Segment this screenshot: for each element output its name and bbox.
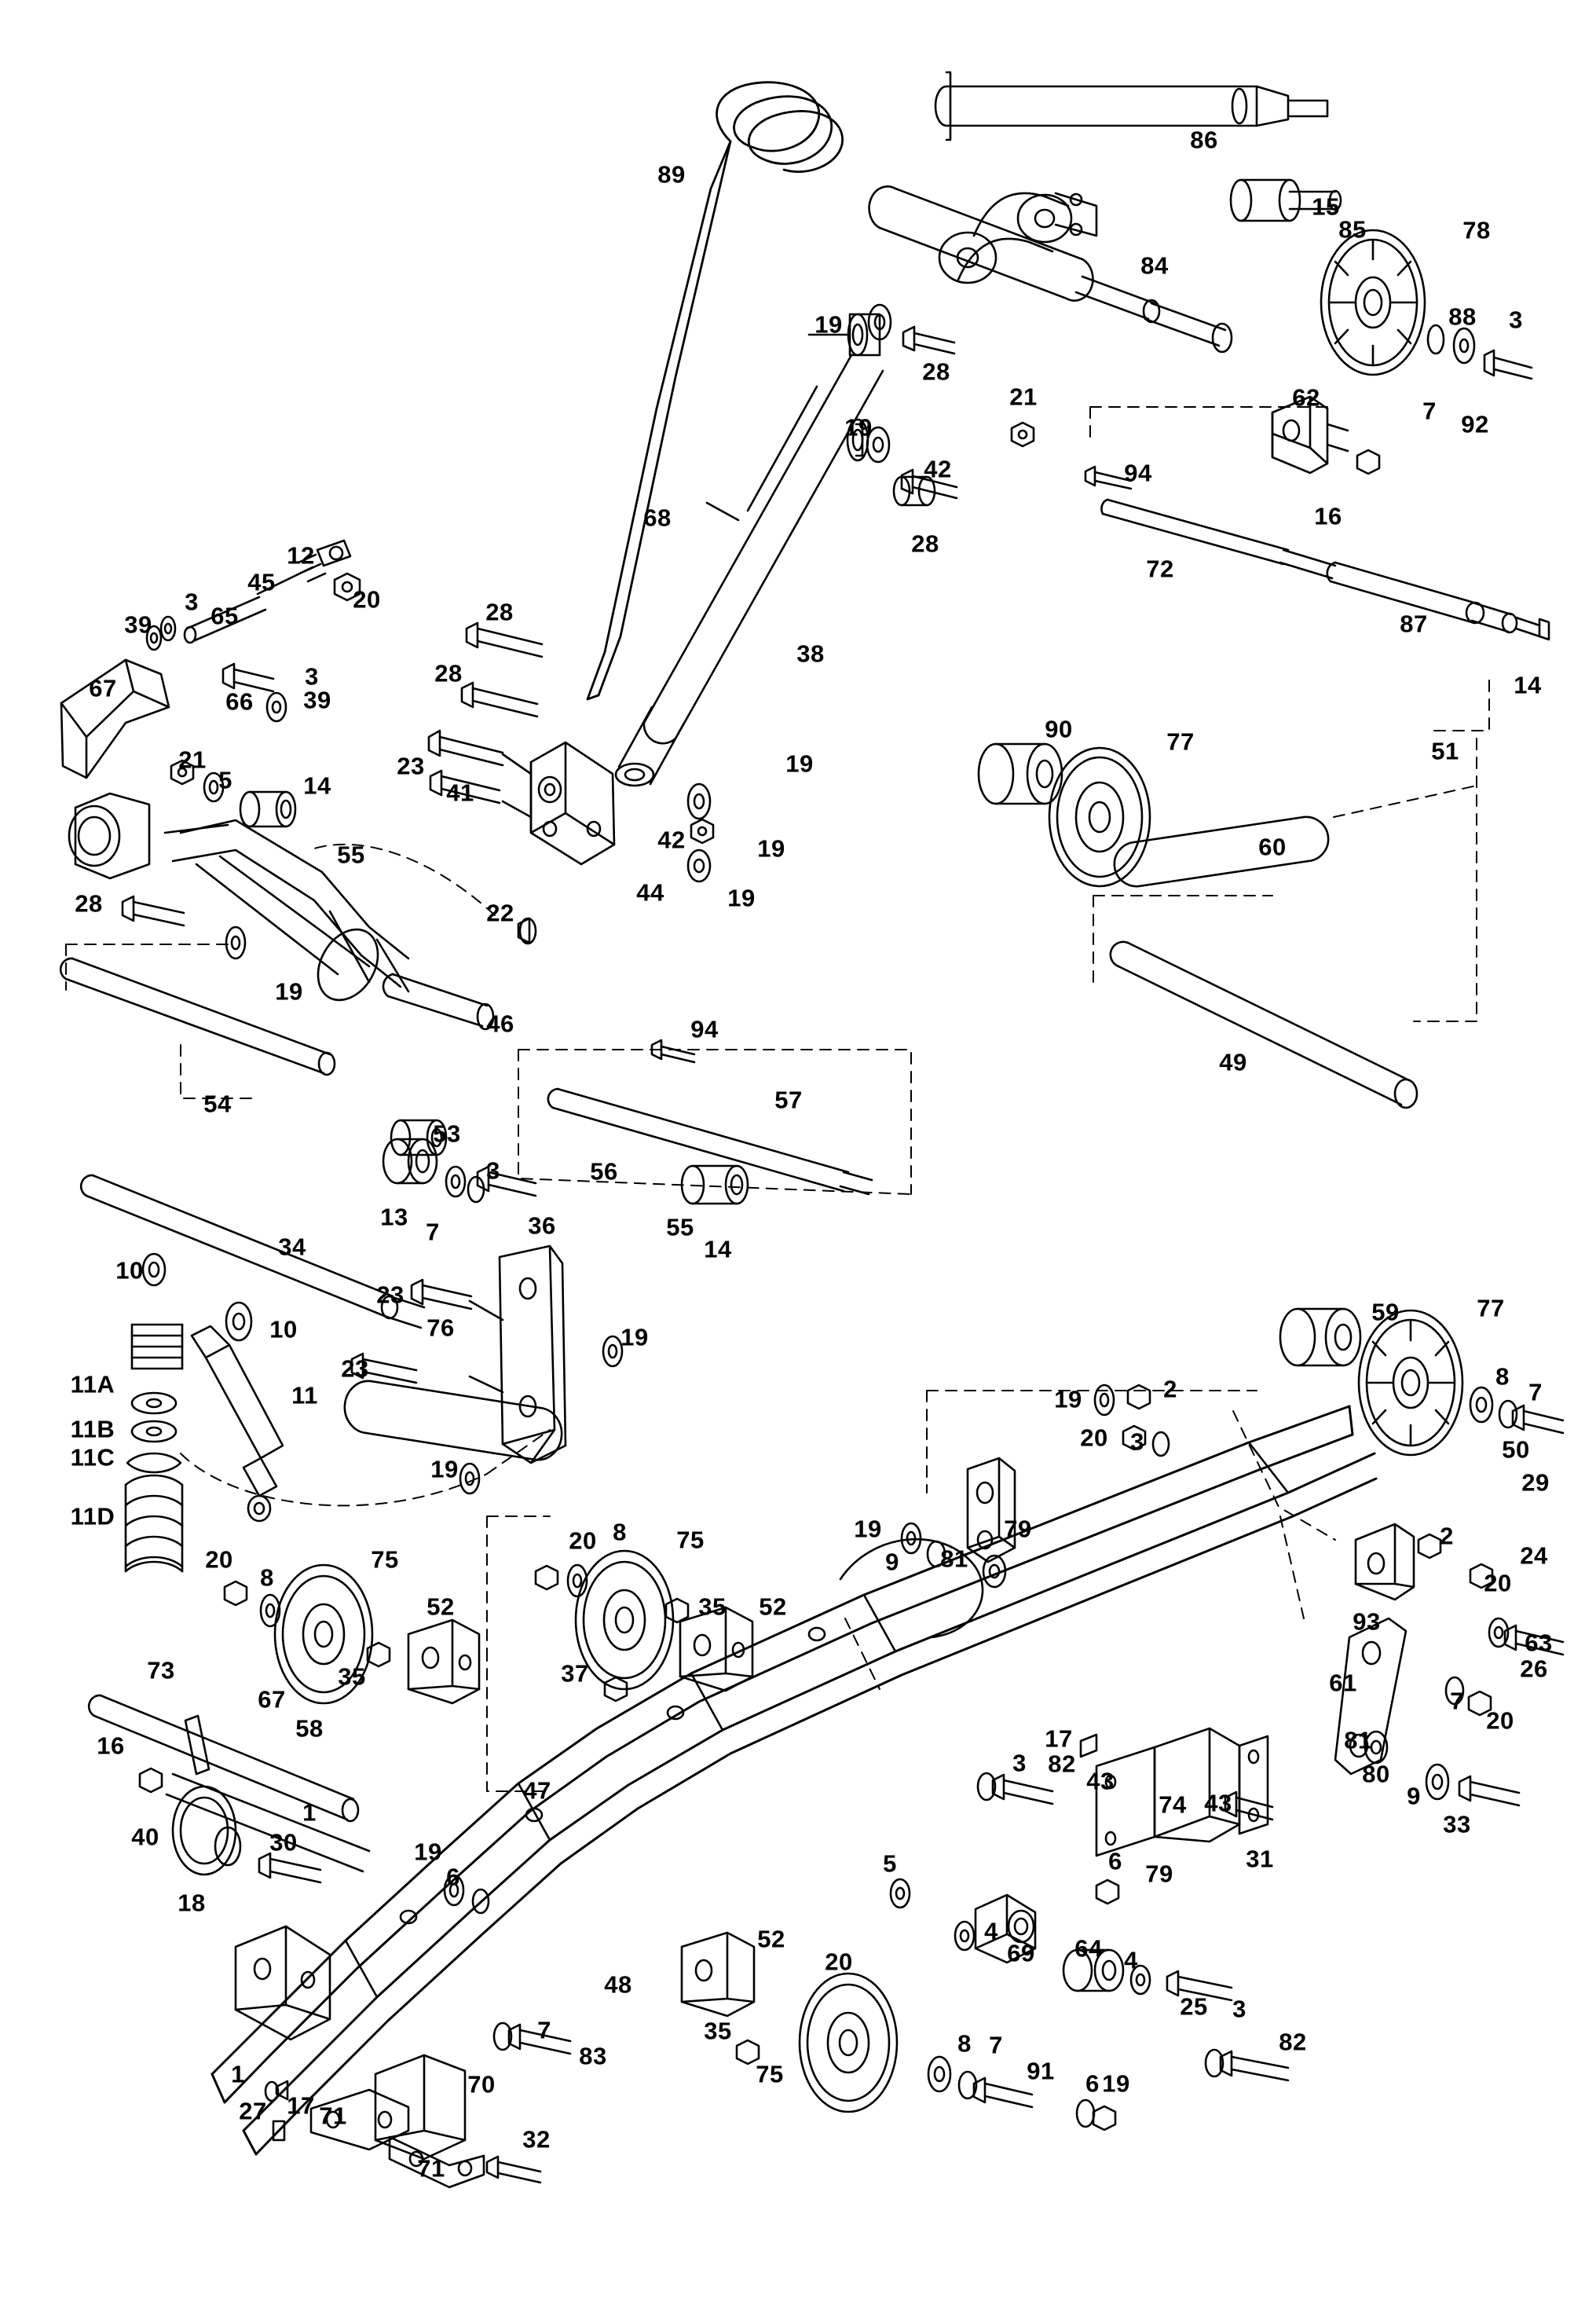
callout-67: 67: [89, 674, 117, 702]
part-44-bracket: [503, 742, 614, 864]
part-67-shaft-collar: [185, 1716, 209, 1774]
callout-16: 16: [97, 1732, 125, 1760]
callout-20: 20: [1486, 1706, 1514, 1735]
callout-41: 41: [446, 779, 474, 807]
callout-42: 42: [924, 455, 952, 483]
callout-73: 73: [147, 1656, 175, 1684]
callout-20: 20: [825, 1948, 853, 1976]
callout-76: 76: [426, 1314, 455, 1342]
callout-52: 52: [757, 1925, 785, 1953]
callout-3: 3: [1130, 1428, 1144, 1456]
callout-69: 69: [1007, 1939, 1035, 1967]
callout-66: 66: [225, 687, 254, 716]
part-94-screw-mid: [652, 1040, 694, 1062]
callout-83: 83: [579, 2042, 607, 2070]
callout-86: 86: [1190, 126, 1218, 154]
part-22-bolt: [518, 918, 536, 944]
callout-26: 26: [1520, 1655, 1548, 1683]
callout-2: 2: [1163, 1375, 1177, 1403]
callout-81: 81: [940, 1545, 968, 1573]
callout-19: 19: [275, 977, 303, 1006]
callout-60: 60: [1258, 833, 1287, 861]
callout-91: 91: [1027, 2057, 1055, 2085]
callout-40: 40: [131, 1823, 159, 1851]
callout-82: 82: [1048, 1750, 1076, 1778]
callout-28: 28: [911, 530, 939, 558]
part-10-bushings: [143, 1254, 251, 1340]
callout-46: 46: [486, 1010, 514, 1038]
callout-24: 24: [1520, 1541, 1548, 1570]
callout-43: 43: [1204, 1789, 1232, 1817]
part-40-wheel-small: [173, 1787, 240, 1875]
callout-58: 58: [295, 1714, 324, 1743]
callout-62: 62: [1292, 383, 1320, 412]
callout-78: 78: [1462, 216, 1491, 244]
callout-16: 16: [1314, 502, 1342, 530]
callout-74: 74: [1159, 1790, 1187, 1819]
callout-68: 68: [643, 504, 672, 532]
part-28-bolt-swing: [123, 896, 184, 925]
part-93-bracket: [1356, 1524, 1414, 1600]
callout-23: 23: [376, 1281, 404, 1309]
part-90-bushing: [979, 744, 1062, 804]
callout-18: 18: [178, 1889, 206, 1917]
callout-10: 10: [269, 1315, 298, 1343]
part-34-rod: [81, 1175, 424, 1328]
callout-36: 36: [528, 1211, 556, 1240]
callout-77: 77: [1166, 728, 1195, 756]
callout-7: 7: [989, 2031, 1003, 2059]
part-50-29-bolt: [1513, 1406, 1563, 1433]
part-74-block: [1155, 1728, 1239, 1842]
callout-3: 3: [1509, 306, 1523, 334]
callout-29: 29: [1521, 1468, 1550, 1497]
callout-20: 20: [569, 1527, 597, 1555]
callout-38: 38: [796, 640, 825, 668]
callout-85: 85: [1338, 215, 1367, 244]
part-52-slide-block-a: [408, 1620, 479, 1703]
callout-22: 22: [486, 899, 514, 927]
callout-53: 53: [433, 1120, 461, 1148]
callout-48: 48: [604, 1970, 632, 1999]
callout-3: 3: [305, 662, 319, 691]
part-52-slide-block-c: [682, 1933, 754, 2016]
callout-59: 59: [1371, 1298, 1400, 1326]
part-75-wheel-c: [800, 1974, 897, 2112]
callout-75: 75: [756, 2060, 784, 2088]
part-86-rod: [935, 72, 1327, 140]
callout-3: 3: [1012, 1749, 1027, 1777]
callout-19: 19: [785, 750, 814, 778]
part-38-shock: [616, 310, 883, 786]
callout-6: 6: [1085, 2069, 1100, 2098]
callout-17: 17: [1045, 1724, 1073, 1753]
callout-19: 19: [1102, 2069, 1130, 2098]
callout-14: 14: [303, 771, 331, 800]
part-92-bolt-top: [1484, 350, 1532, 379]
callout-7: 7: [537, 2016, 551, 2044]
callout-25: 25: [1180, 1992, 1208, 2021]
callout-94: 94: [690, 1015, 719, 1043]
callout-77: 77: [1477, 1294, 1505, 1322]
part-77-idler-wheel-mid: [1049, 748, 1150, 886]
part-7-83-bolt-lower: [494, 2023, 570, 2054]
callout-64: 64: [1074, 1934, 1103, 1963]
callout-19: 19: [620, 1323, 649, 1351]
callout-8: 8: [613, 1518, 627, 1546]
callout-10: 10: [115, 1256, 144, 1285]
part-6-19-washers-lower-right: [1077, 2100, 1115, 2130]
part-42-19-hardware: [688, 784, 713, 881]
callout-27: 27: [239, 2097, 267, 2125]
callout-2: 2: [1440, 1522, 1454, 1550]
rail-holes: [401, 1628, 825, 1923]
part-43-plate-b: [1239, 1736, 1268, 1834]
callout-28: 28: [922, 357, 950, 386]
callout-35: 35: [338, 1662, 366, 1691]
callout-19: 19: [757, 834, 785, 863]
part-88-washer: [1428, 325, 1444, 354]
part-16-nut-left: [140, 1768, 162, 1792]
callout-44: 44: [636, 878, 664, 907]
callout-1: 1: [302, 1798, 317, 1827]
callout-19: 19: [727, 884, 756, 912]
callout-7: 7: [426, 1218, 440, 1246]
callout-47: 47: [523, 1776, 551, 1805]
part-17-82-3-hardware: [978, 1735, 1096, 1804]
callout-9: 9: [1407, 1782, 1421, 1810]
callout-11A: 11A: [70, 1370, 115, 1398]
callout-75: 75: [676, 1526, 705, 1554]
part-3-washer-top: [1454, 328, 1474, 363]
callout-21: 21: [1009, 383, 1038, 411]
callout-15: 15: [1312, 192, 1340, 221]
callout-28: 28: [485, 598, 514, 626]
callout-19: 19: [854, 1515, 882, 1543]
callout-34: 34: [278, 1233, 306, 1261]
callout-19: 19: [430, 1455, 459, 1483]
callout-7: 7: [1528, 1378, 1543, 1406]
part-34-roller-lower: [345, 1381, 562, 1460]
callout-87: 87: [1400, 610, 1428, 638]
part-16-nut-top: [1357, 450, 1379, 474]
callout-13: 13: [380, 1203, 408, 1231]
callout-20: 20: [353, 585, 381, 614]
callout-23: 23: [341, 1354, 369, 1383]
callout-28: 28: [434, 659, 463, 687]
callout-31: 31: [1246, 1845, 1274, 1873]
callout-7: 7: [1450, 1687, 1464, 1715]
part-11-shock-absorber: [192, 1326, 283, 1521]
callout-11D: 11D: [70, 1502, 115, 1530]
part-19-washer-swing: [226, 927, 245, 958]
callout-52: 52: [759, 1592, 787, 1621]
callout-19: 19: [1054, 1385, 1082, 1413]
callout-35: 35: [704, 2017, 732, 2045]
part-54-rod: [60, 958, 335, 1075]
callout-39: 39: [303, 686, 331, 714]
callout-81: 81: [1344, 1726, 1372, 1754]
part-82-3-bolt-lower-right: [1206, 2050, 1288, 2080]
part-89-spring: [588, 82, 843, 699]
callout-56: 56: [590, 1157, 618, 1186]
part-77-idler-wheel-right: [1359, 1310, 1462, 1455]
callout-55: 55: [666, 1213, 694, 1241]
callout-14: 14: [1514, 671, 1542, 699]
part-8-7-91-hardware-lower: [928, 2057, 1032, 2107]
callout-54: 54: [203, 1090, 232, 1118]
callout-28: 28: [75, 889, 103, 918]
part-18-bracket-left: [236, 1926, 330, 2040]
callout-79: 79: [1145, 1860, 1173, 1888]
callout-42: 42: [657, 826, 686, 854]
callout-49: 49: [1219, 1048, 1247, 1076]
callout-71: 71: [417, 2154, 445, 2183]
callout-80: 80: [1362, 1760, 1390, 1788]
part-1-30-bolt-left: [259, 1853, 320, 1882]
part-8-7-washers-right: [1470, 1387, 1517, 1428]
callout-5: 5: [218, 766, 232, 794]
callout-55: 55: [337, 841, 365, 869]
callout-57: 57: [774, 1086, 803, 1114]
callout-14: 14: [704, 1235, 732, 1263]
callout-11: 11: [291, 1381, 318, 1409]
callout-84: 84: [1140, 251, 1169, 280]
callout-70: 70: [467, 2070, 496, 2098]
part-60-roller: [1115, 817, 1328, 886]
part-19-washers-bracket: [460, 1336, 622, 1494]
callout-63: 63: [1525, 1629, 1553, 1657]
callout-8: 8: [957, 2029, 972, 2058]
callout-33: 33: [1443, 1810, 1471, 1838]
callout-39: 39: [124, 610, 152, 639]
part-78-idler-wheel: [1321, 230, 1425, 375]
callout-3: 3: [185, 588, 199, 616]
callout-3: 3: [1232, 1995, 1246, 2023]
part-79-bracket: [968, 1458, 1015, 1562]
callout-65: 65: [210, 602, 239, 630]
part-5-6-washers-mid-lower: [891, 1879, 1118, 1908]
callout-6: 6: [1108, 1847, 1122, 1875]
callout-75: 75: [371, 1545, 399, 1574]
callout-8: 8: [260, 1563, 274, 1592]
callout-12: 12: [287, 541, 315, 570]
callout-11B: 11B: [70, 1415, 115, 1443]
callout-93: 93: [1353, 1607, 1381, 1636]
callout-32: 32: [522, 2125, 551, 2153]
part-11A-11D-spring-stack: [126, 1325, 182, 1571]
callout-94: 94: [1124, 459, 1152, 487]
part-28-bolt-shock1: [903, 327, 954, 354]
callout-72: 72: [1146, 555, 1174, 583]
callout-11C: 11C: [70, 1443, 115, 1472]
callout-21: 21: [178, 746, 207, 774]
part-21-nut: [1012, 423, 1034, 446]
callout-5: 5: [883, 1849, 897, 1878]
callout-79: 79: [1004, 1515, 1032, 1543]
callout-67: 67: [258, 1685, 286, 1713]
callout-20: 20: [1080, 1424, 1108, 1452]
callout-1: 1: [231, 2060, 245, 2088]
callout-19: 19: [414, 1838, 442, 1866]
callout-82: 82: [1279, 2028, 1307, 2056]
callout-35: 35: [698, 1592, 727, 1621]
callout-52: 52: [426, 1592, 455, 1621]
part-72-rod: [1101, 500, 1335, 578]
callout-20: 20: [1484, 1569, 1512, 1597]
callout-61: 61: [1329, 1669, 1357, 1697]
callout-4: 4: [1124, 1946, 1138, 1974]
callout-90: 90: [1045, 715, 1073, 743]
callout-45: 45: [247, 568, 276, 596]
callout-17: 17: [287, 2091, 315, 2120]
callout-8: 8: [1495, 1362, 1510, 1391]
callout-6: 6: [446, 1863, 460, 1891]
part-76-bracket: [470, 1246, 566, 1463]
part-49-rod: [1111, 942, 1417, 1108]
callout-23: 23: [397, 752, 425, 780]
part-84-link-arm: [939, 193, 1096, 283]
part-87-rod: [1327, 563, 1549, 640]
callout-92: 92: [1461, 410, 1489, 438]
part-41-bolt: [429, 731, 503, 765]
callout-51: 51: [1431, 737, 1459, 765]
callout-9: 9: [885, 1548, 899, 1576]
part-70-71-17-27-1-hardware: [265, 2055, 540, 2187]
callout-19: 19: [844, 413, 873, 442]
callout-89: 89: [657, 160, 686, 189]
callout-37: 37: [561, 1659, 589, 1688]
callout-3: 3: [486, 1156, 500, 1185]
part-59-bushing-right: [1280, 1309, 1360, 1365]
callout-43: 43: [1086, 1767, 1115, 1795]
callout-50: 50: [1502, 1435, 1530, 1464]
callout-71: 71: [319, 2102, 347, 2130]
callout-19: 19: [814, 310, 843, 339]
callout-20: 20: [205, 1545, 233, 1574]
part-75-wheel-b: [576, 1551, 673, 1689]
part-43-plate-a: [1096, 1747, 1155, 1856]
callout-30: 30: [269, 1828, 298, 1856]
callout-4: 4: [984, 1917, 998, 1945]
part-14-55-bushings: [240, 792, 295, 826]
part-28-bolts-upper-left: [462, 623, 542, 717]
callout-88: 88: [1448, 302, 1477, 331]
callout-7: 7: [1422, 397, 1437, 425]
